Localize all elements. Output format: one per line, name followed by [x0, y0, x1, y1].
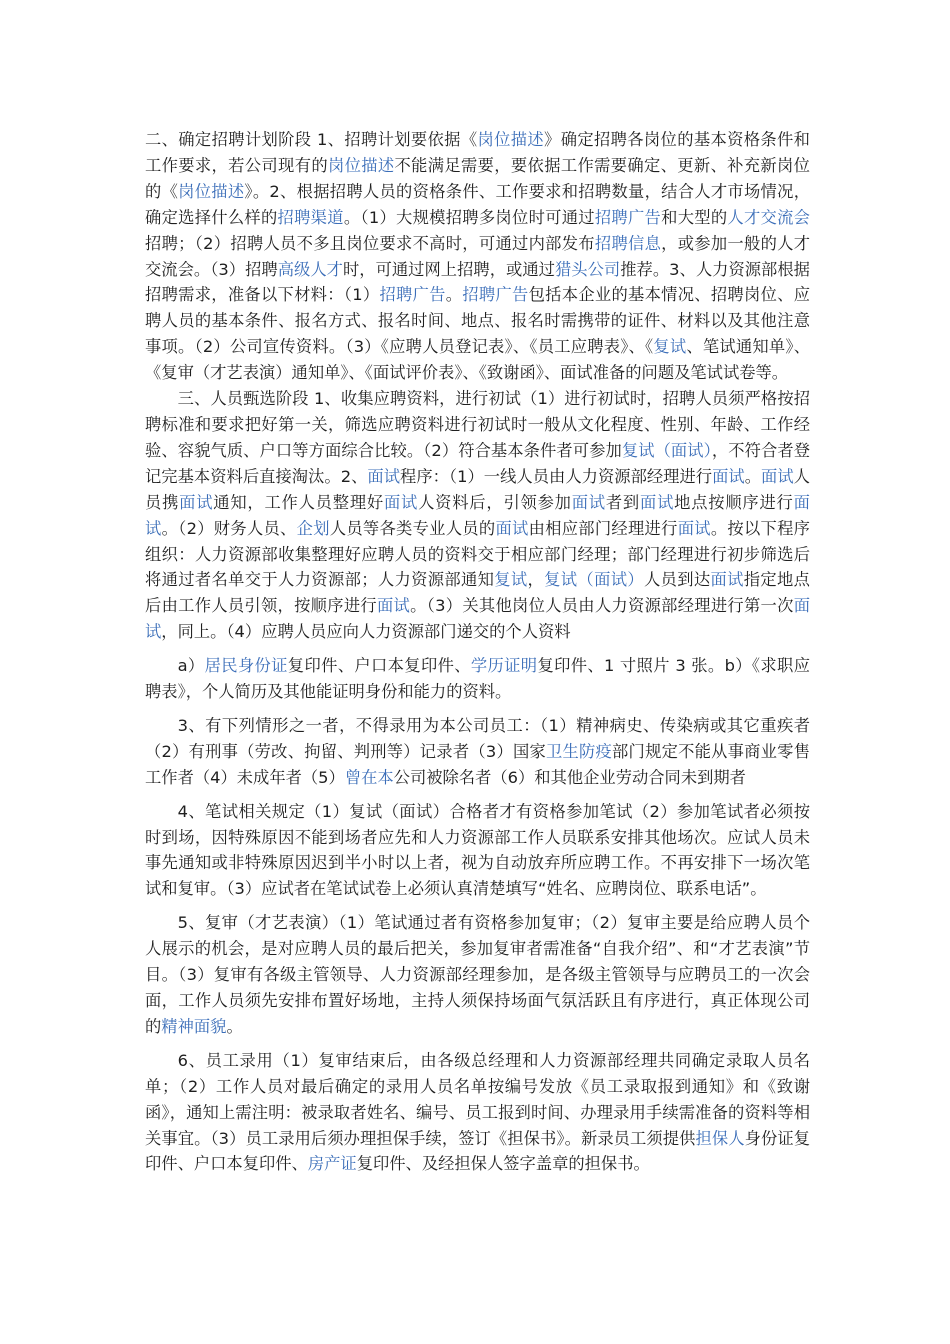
keyword-link[interactable]: 卫生防疫 [545, 741, 613, 761]
paragraph-text: 招聘；（2）招聘人员不多且岗位要求不高时，可通过内部发布 [145, 233, 595, 253]
keyword-link[interactable]: 面试 [179, 492, 214, 512]
paragraph-text: 人资料后，引领参加 [418, 492, 572, 512]
paragraph-text: 身份证复印件、户口本复印件、 [145, 1128, 810, 1174]
keyword-link[interactable]: 招聘广告 [594, 207, 662, 227]
keyword-link[interactable]: 猎头公司 [554, 259, 621, 279]
paragraph-text: ，不符合者登记完基本资料后直接淘汰。2、 [145, 440, 810, 486]
paragraph-text: 者到 [605, 492, 640, 512]
keyword-link[interactable]: 面试 [376, 596, 411, 616]
paragraph-text: 5、复审（才艺表演）（1）笔试通过者有资格参加复审；（2）复审主要是给应聘人员个人展示的机会，是对应聘人员的最后把关，参加复审者需准备“自我介绍”、和“才艺表演”节目。（3）复审有各级主管领导、人力资源部经理参加，是各级主管领导与应聘员工的一次会面，工作人员须先安排布置好场地，主持人须保持场面气氛活跃且有序进行，真正体现公司的 [145, 913, 810, 1036]
paragraph-text: 6、员工录用（1）复审结束后，由各级总经理和人力资源部经理共同确定录取人员名单；（2）工作人员对最后确定的录用人员名单按编号发放《员工录取报到通知》和《致谢函》，通知上需注明：被录取者姓名、编号、员工报到时间、办理录用手续需准备的资料等相关事宜。（3）员工录用后须办理担保手续，签订《担保书》。新录员工须提供 [145, 1050, 810, 1148]
keyword-link[interactable]: 复试 [653, 337, 687, 357]
paragraph-text: 4、笔试相关规定（1）复试（面试）合格者才有资格参加笔试（2）参加笔试者必须按时到场，因特殊原因不能到场者应先和人力资源部工作人员联系安排其他场次。应试人员未事先通知或非特殊原因迟到半小时以上者，视为自动放弃所应聘工作。不再安排下一场次笔试和复审。（3）应试者在笔试试卷上必须认真清楚填写“姓名、应聘岗位、联系电话”。 [145, 801, 810, 899]
keyword-link[interactable]: 复试 [494, 570, 528, 590]
keyword-link[interactable]: 房产证 [307, 1154, 357, 1174]
keyword-link[interactable]: 面试 [495, 518, 529, 538]
paragraph-text: 二、确定招聘计划阶段 1、招聘计划要依据《 [145, 130, 478, 149]
paragraph-text: 复印件、户口本复印件、 [287, 656, 471, 676]
paragraph-text: 、笔试通知单》、《复审（才艺表演）通知单》、《面试评价表》、《致谢函》、面试准备的问题及笔试试卷等。 [145, 337, 810, 383]
paragraph-text: 人员携 [145, 466, 810, 512]
keyword-link[interactable]: 复试（面试） [621, 440, 712, 460]
paragraph-text: 公司被除名者（6）和其他企业劳动合同未到期者 [393, 767, 746, 787]
keyword-link[interactable]: 岗位描述 [327, 155, 395, 175]
keyword-link[interactable]: 面试 [677, 518, 711, 538]
keyword-link[interactable]: 面试 [145, 596, 810, 642]
paragraph-text: 三、人员甄选阶段 1、收集应聘资料，进行初试（1）进行初试时，招聘人员须严格按招聘标准和要求把好第一关，筛选应聘资料进行初试时一般从文化程度、性别、年龄、工作经验、容貌气质、户口等方面综合比较。（2）符合基本条件者可参加 [145, 389, 810, 460]
paragraph-text: 部门规定不能从事商业零售工作者（4）未成年者（5） [145, 741, 810, 787]
document-body [145, 127, 810, 1177]
paragraph-text: 3、有下列情形之一者，不得录用为本公司员工：（1）精神病史、传染病或其它重疾者（2）有刑事（劳改、拘留、判刑等）记录者（3）国家 [145, 715, 810, 761]
paragraph-text: 复印件、1 寸照片 3 张。b）《求职应聘表》，个人简历及其他能证明身份和能力的资料。 [145, 656, 810, 702]
keyword-link[interactable]: 企划 [296, 518, 330, 538]
paragraph [145, 127, 810, 386]
paragraph-text: 。（2）财务人员、 [161, 518, 297, 538]
keyword-link[interactable]: 学历证明 [470, 656, 538, 676]
paragraph-text: a） [177, 656, 205, 676]
paragraph-text: 。（3）关其他岗位人员由人力资源部经理进行第一次 [410, 596, 794, 616]
keyword-link[interactable]: 面试 [761, 466, 794, 486]
keyword-link[interactable]: 居民身份证 [204, 656, 288, 676]
paragraph-text: 程序：（1）一线人员由人力资源部经理进行 [400, 466, 713, 486]
paragraph-text: 》。2、根据招聘人员的资格条件、工作要求和招聘数量，结合人才市场情况，确定选择什么样的 [145, 181, 810, 227]
paragraph-text: 推荐。3、人力资源部根据招聘需求，准备以下材料：（1） [145, 259, 810, 305]
keyword-link[interactable]: 面试 [640, 492, 675, 512]
paragraph-text: 人员到达 [643, 570, 711, 590]
paragraph-text: 复印件、及经担保人签字盖章的担保书。 [356, 1154, 650, 1174]
paragraph-text: 》确定招聘各岗位的基本资格条件和工作要求，若公司现有的 [145, 130, 810, 175]
paragraph [145, 799, 810, 903]
paragraph-text: 通知，工作人员整理好 [213, 492, 384, 512]
paragraph [145, 1048, 810, 1178]
keyword-link[interactable]: 招聘信息 [594, 233, 662, 253]
keyword-link[interactable]: 面试 [145, 492, 810, 538]
keyword-link[interactable]: 高级人才 [277, 259, 343, 279]
keyword-link[interactable]: 复试（面试） [544, 570, 644, 590]
paragraph-text: 。（1）大规模招聘多岗位时可通过 [343, 207, 595, 227]
keyword-link[interactable]: 面试 [571, 492, 606, 512]
keyword-link[interactable]: 曾在本 [344, 767, 394, 787]
keyword-link[interactable]: 岗位描述 [178, 181, 245, 201]
keyword-link[interactable]: 招聘广告 [379, 285, 446, 305]
keyword-link[interactable]: 招聘渠道 [277, 207, 344, 227]
paragraph-text: 。按以下程序组织：人力资源部收集整理好应聘人员的资料交于相应部门经理；部门经理进行初步筛选后将通过者名单交于人力资源部；人力资源部通知 [145, 518, 810, 590]
paragraph-text: ， [527, 570, 545, 590]
paragraph-text: 和大型的 [661, 207, 728, 227]
keyword-link[interactable]: 人才交流会 [727, 207, 810, 227]
paragraph-text: 。 [445, 285, 463, 305]
paragraph-text: 包括本企业的基本情况、招聘岗位、应聘人员的基本条件、报名方式、报名时间、地点、报名时需携带的证件、材料以及其他注意事项。（2）公司宣传资料。（3）《应聘人员登记表》、《员工应聘表》、《 [145, 285, 810, 357]
keyword-link[interactable]: 担保人 [695, 1128, 745, 1148]
paragraph-text: 地点按顺序进行 [674, 492, 794, 512]
keyword-link[interactable]: 精神面貌 [161, 1016, 227, 1036]
paragraph-text: 由相应部门经理进行 [528, 518, 678, 538]
paragraph [145, 653, 810, 705]
paragraph-text: 人员等各类专业人员的 [329, 518, 496, 538]
paragraph-text: 。 [226, 1016, 243, 1036]
paragraph [145, 910, 810, 1040]
paragraph-text: 不能满足需要，要依据工作需要确定、更新、补充新岗位的《 [145, 155, 810, 201]
keyword-link[interactable]: 岗位描述 [477, 130, 545, 149]
keyword-link[interactable]: 面试 [383, 492, 419, 512]
paragraph-text: 。 [744, 466, 762, 486]
paragraph-text: 指定地点后由工作人员引领，按顺序进行 [145, 570, 810, 616]
paragraph [145, 713, 810, 791]
paragraph [145, 386, 810, 645]
keyword-link[interactable]: 面试 [367, 466, 401, 486]
paragraph-text: 时，可通过网上招聘，或通过 [342, 259, 555, 279]
paragraph-text: ，同上。（4）应聘人员应向人力资源部门递交的个人资料 [161, 622, 571, 642]
keyword-link[interactable]: 面试 [710, 570, 744, 590]
paragraph-text: ，或参加一般的人才交流会。（3）招聘 [145, 233, 810, 279]
keyword-link[interactable]: 招聘广告 [462, 285, 529, 305]
keyword-link[interactable]: 面试 [712, 466, 745, 486]
